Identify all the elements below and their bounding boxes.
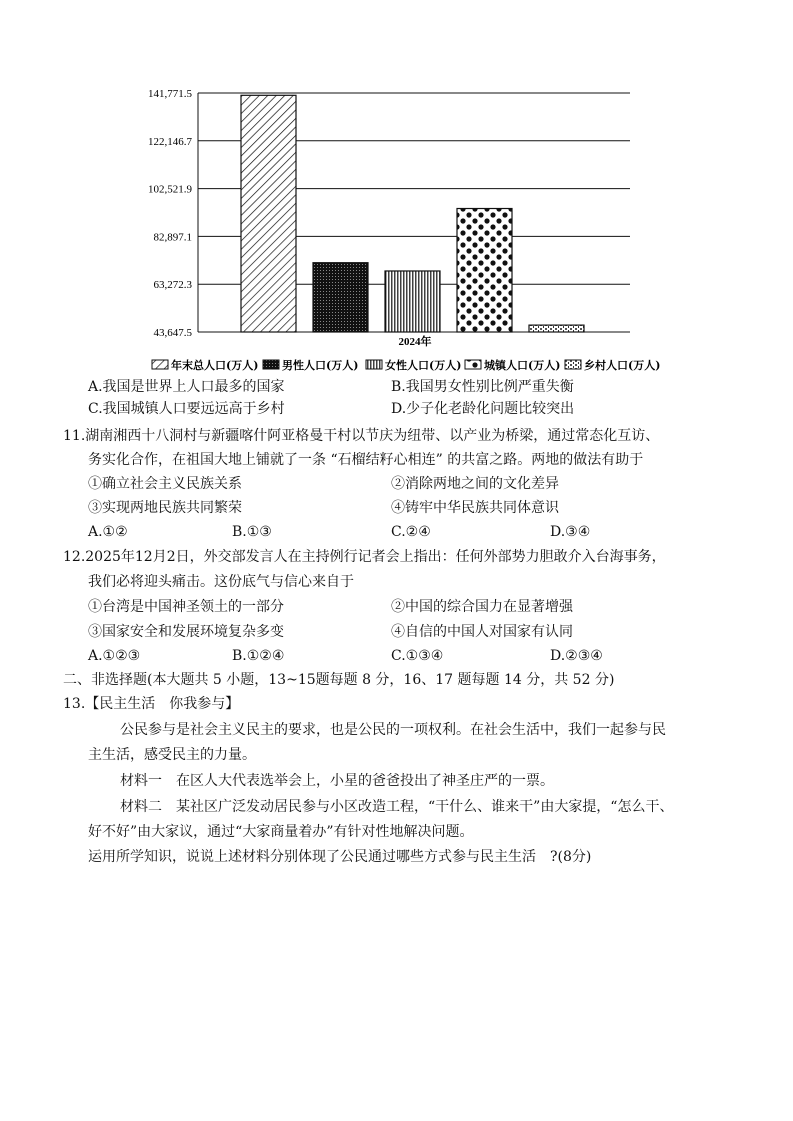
q13-material-2-line2: 好不好”由大家议，通过“大家商量着办”有针对性地解决问题。 (88, 824, 474, 840)
legend-rural (565, 358, 660, 372)
legend-label: 年末总人口(万人) (171, 359, 259, 372)
q10-option-d: D.少子化老龄化问题比较突出 (391, 401, 575, 417)
legend-label: 女性人口(万人) (385, 359, 462, 372)
q12-statement-1: ①台湾是中国神圣领土的一部分 (88, 599, 284, 615)
legend-label: 男性人口(万人) (282, 359, 359, 372)
q12-statement-2: ②中国的综合国力在显著增强 (391, 599, 573, 615)
q10-option-b: B.我国男女性别比例严重失衡 (391, 379, 574, 395)
q12-statement-4: ④自信的中国人对国家有认同 (391, 624, 573, 640)
y-tick-label: 82,897.1 (153, 231, 192, 244)
chart-bars (241, 95, 584, 332)
legend-swatch (465, 360, 481, 369)
bar-total-population (241, 95, 296, 332)
q11-statement-3: ③实现两地民族共同繁荣 (88, 500, 242, 516)
legend-urban (465, 358, 560, 372)
q11-option-b: B.①③ (232, 524, 272, 540)
legend-swatch (152, 360, 168, 369)
bar-male-population (313, 263, 368, 332)
legend-male (263, 358, 358, 372)
y-tick-label: 122,146.7 (148, 135, 192, 148)
population-bar-chart (130, 80, 661, 372)
y-tick-label: 141,771.5 (148, 88, 192, 100)
legend-label: 乡村人口(万人) (584, 359, 661, 372)
legend-swatch (565, 360, 581, 369)
q11-option-c: C.②④ (391, 524, 431, 540)
q12-option-b: B.①②④ (232, 648, 285, 664)
q13-material-1: 材料一 在区人大代表选举会上，小星的爸爸投出了神圣庄严的一票。 (120, 773, 554, 789)
q12-option-a: A.①②③ (88, 648, 141, 664)
chart-legend (152, 358, 660, 372)
q13-intro-line1: 公民参与是社会主义民主的要求，也是公民的一项权利。在社会生活中，我们一起参与民 (120, 722, 666, 738)
q13-intro-line2: 主生活，感受民主的力量。 (88, 747, 256, 763)
bar-urban-population (457, 209, 512, 332)
q13-question: 运用所学知识，说说上述材料分别体现了公民通过哪些方式参与民主生活 ?(8分) (88, 849, 592, 865)
legend-label: 城镇人口(万人) (484, 359, 561, 372)
q11-statement-2: ②消除两地之间的文化差异 (391, 476, 559, 492)
q13-title: 13.【民主生活 你我参与】 (63, 696, 240, 712)
q11-stem-line1: 11.湖南湘西十八洞村与新疆喀什阿亚格曼干村以节庆为纽带、以产业为桥梁，通过常态化互访、 (63, 428, 660, 444)
legend-swatch (263, 360, 279, 369)
q13-material-2-line1: 材料二 某社区广泛发动居民参与小区改造工程，“干什么、谁来干”由大家提，“怎么干、 (120, 799, 674, 815)
legend-female (366, 358, 461, 372)
q12-stem-line1: 12.2025年12月2日，外交部发言人在主持例行记者会上指出：任何外部势力胆敢介入台海事务， (63, 549, 666, 565)
q12-stem-line2: 我们必将迎头痛击。这份底气与信心来自于 (88, 574, 354, 590)
x-category-label: 2024年 (398, 336, 432, 348)
q12-option-d: D.②③④ (550, 648, 603, 664)
q10-option-a: A.我国是世界上人口最多的国家 (88, 379, 285, 395)
q11-statement-4: ④铸牢中华民族共同体意识 (391, 500, 559, 516)
legend-total (152, 358, 258, 372)
q11-option-a: A.①② (88, 524, 128, 540)
q10-option-c: C.我国城镇人口要远远高于乡村 (88, 401, 285, 417)
q12-option-c: C.①③④ (391, 648, 444, 664)
y-tick-label: 102,521.9 (148, 183, 192, 196)
y-tick-label: 43,647.5 (153, 327, 192, 339)
y-axis-ticks (148, 88, 193, 339)
q12-statement-3: ③国家安全和发展环境复杂多变 (88, 624, 284, 640)
q11-option-d: D.③④ (550, 524, 591, 540)
section-2-heading: 二、非选择题(本大题共 5 小题，13~15题每题 8 分，16、17 题每题 14 分，共 52 分) (63, 672, 615, 688)
q11-stem-line2: 务实化合作，在祖国大地上铺就了一条 “石榴结籽心相连” 的共富之路。两地的做法有助于 (88, 452, 644, 468)
bar-female-population (385, 271, 440, 332)
bar-rural-population (529, 325, 584, 332)
y-tick-label: 63,272.3 (153, 279, 192, 292)
legend-swatch (366, 360, 382, 369)
x-axis-label (399, 334, 432, 348)
q11-statement-1: ①确立社会主义民族关系 (88, 476, 242, 492)
